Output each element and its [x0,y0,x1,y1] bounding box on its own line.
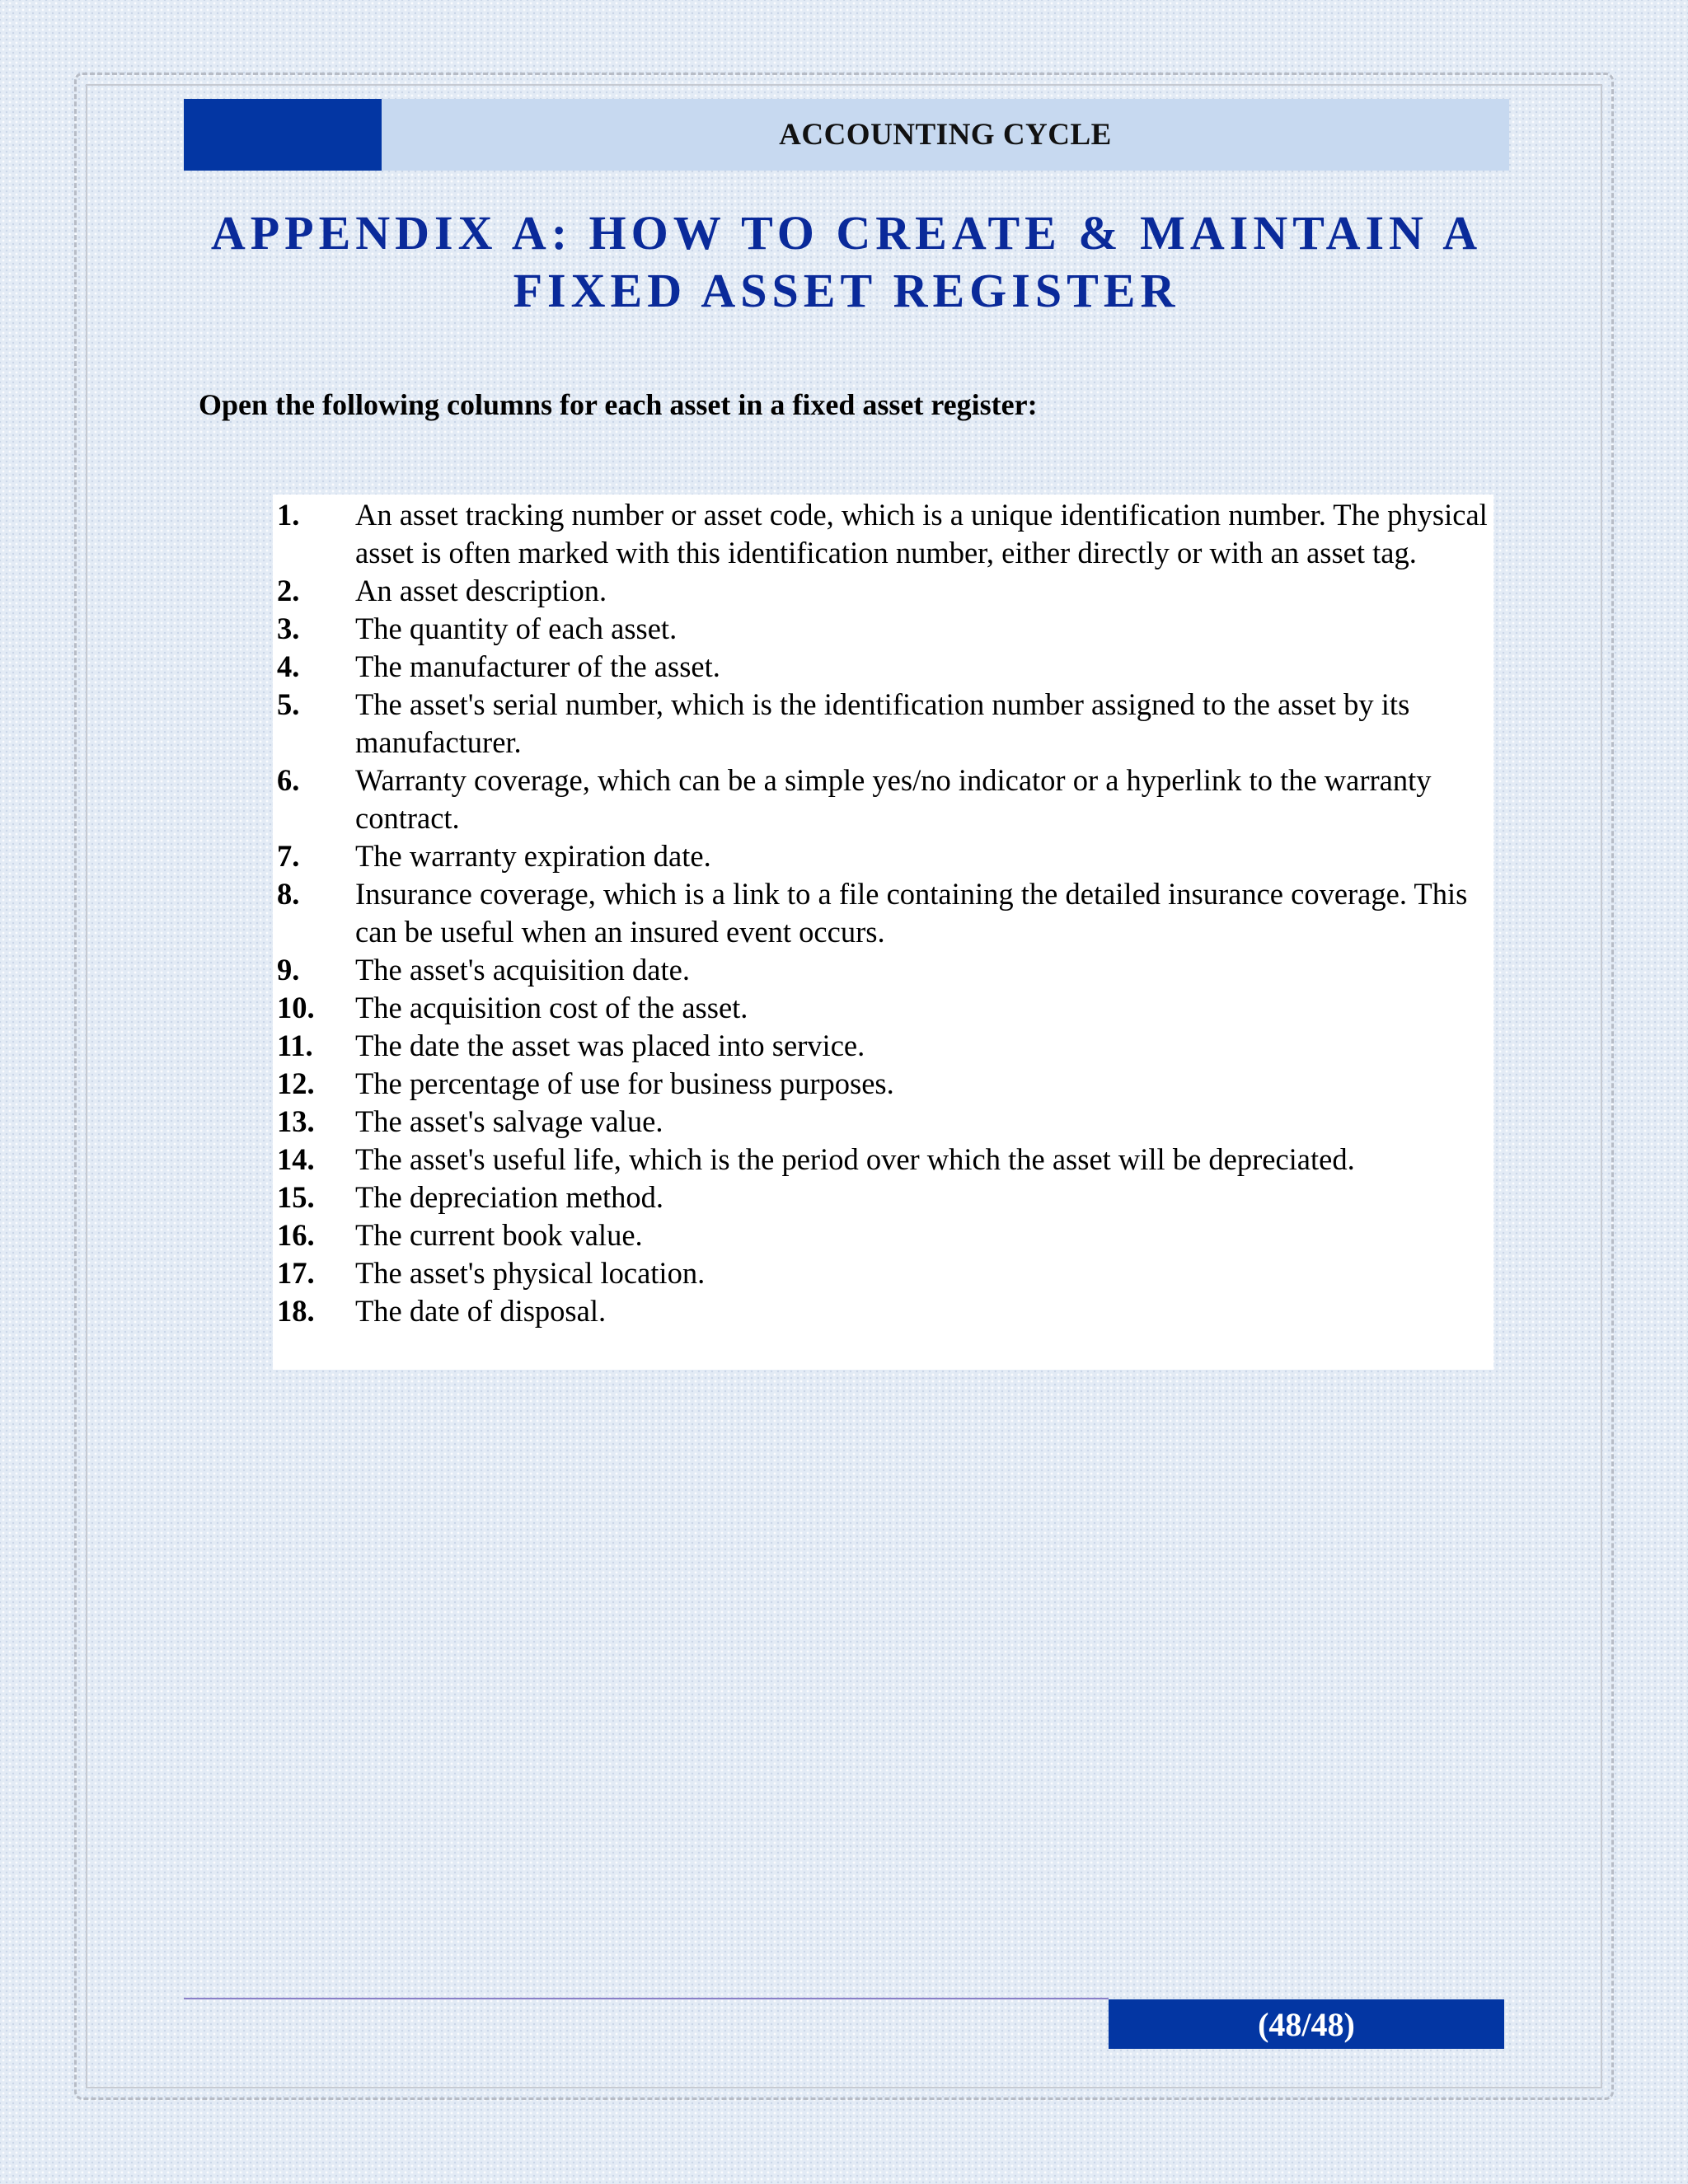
list-item [277,837,1489,875]
list-item [277,572,1489,610]
list-item-text: The current book value. [355,1218,643,1252]
list-item-text: An asset description. [355,574,607,607]
list-item-number: 2. [277,574,300,607]
list-item [277,875,1489,951]
list-item [277,1292,1489,1330]
list-item-number: 9. [277,953,300,987]
list-item [277,1254,1489,1292]
list-item-number: 13. [277,1104,315,1138]
page-title-line-1: APPENDIX A: HOW TO CREATE & MAINTAIN A [210,206,1483,260]
list-item-number: 15. [277,1180,315,1214]
header-accent-block [184,99,382,171]
list-item-number: 3. [277,612,300,645]
list-item [277,989,1489,1027]
list-item [277,496,1489,572]
list-item-text: The asset's serial number, which is the identification number assigned to the asset by its manufacturer. [355,687,1410,759]
list-item-number: 5. [277,687,300,721]
list-item-text: The percentage of use for business purposes. [355,1066,894,1100]
asset-column-list [277,496,1489,1330]
page-number: (48/48) [1109,1999,1504,2049]
header-title: ACCOUNTING CYCLE [779,118,1112,152]
list-item [277,762,1489,837]
list-item-text: The depreciation method. [355,1180,663,1214]
page-title-line-2: FIXED ASSET REGISTER [513,264,1180,317]
list-item-number: 7. [277,839,300,873]
list-item-text: The quantity of each asset. [355,612,678,645]
list-item [277,1027,1489,1065]
list-item-text: The warranty expiration date. [355,839,711,873]
list-item-number: 14. [277,1142,315,1176]
list-item-text: The date of disposal. [355,1294,607,1328]
list-item-number: 18. [277,1294,315,1328]
list-item-number: 12. [277,1066,315,1100]
list-item-text: An asset tracking number or asset code, which is a unique identification number. The physical asset is often marked with this identification number, either directly or with an asset tag. [355,498,1488,569]
list-item-text: The asset's physical location. [355,1256,706,1290]
list-item [277,686,1489,762]
intro-text: Open the following columns for each asset in a fixed asset register: [199,388,1038,421]
list-item [277,1103,1489,1141]
list-item [277,1216,1489,1254]
page-title [184,204,1509,320]
footer-divider [184,1998,1109,1999]
list-item [277,1065,1489,1103]
list-item [277,1179,1489,1216]
list-item-text: The manufacturer of the asset. [355,649,720,683]
list-item-number: 10. [277,991,315,1024]
list-item-number: 4. [277,649,300,683]
list-item [277,1141,1489,1179]
list-item-text: The date the asset was placed into service. [355,1029,865,1062]
list-item-number: 16. [277,1218,315,1252]
list-item-text: Insurance coverage, which is a link to a file containing the detailed insurance coverage. This can be useful when an insured event occurs. [355,877,1468,949]
list-item-text: The acquisition cost of the asset. [355,991,748,1024]
list-item-text: The asset's salvage value. [355,1104,663,1138]
list-item-number: 1. [277,498,300,532]
list-item-number: 8. [277,877,300,911]
list-item-number: 11. [277,1029,313,1062]
list-item-text: The asset's acquisition date. [355,953,690,987]
list-item [277,610,1489,648]
list-item-text: Warranty coverage, which can be a simple yes/no indicator or a hyperlink to the warranty contract. [355,763,1432,835]
list-item [277,951,1489,989]
list-item-number: 17. [277,1256,315,1290]
list-item-text: The asset's useful life, which is the period over which the asset will be depreciated. [355,1142,1355,1176]
list-item-number: 6. [277,763,300,797]
list-item [277,648,1489,686]
